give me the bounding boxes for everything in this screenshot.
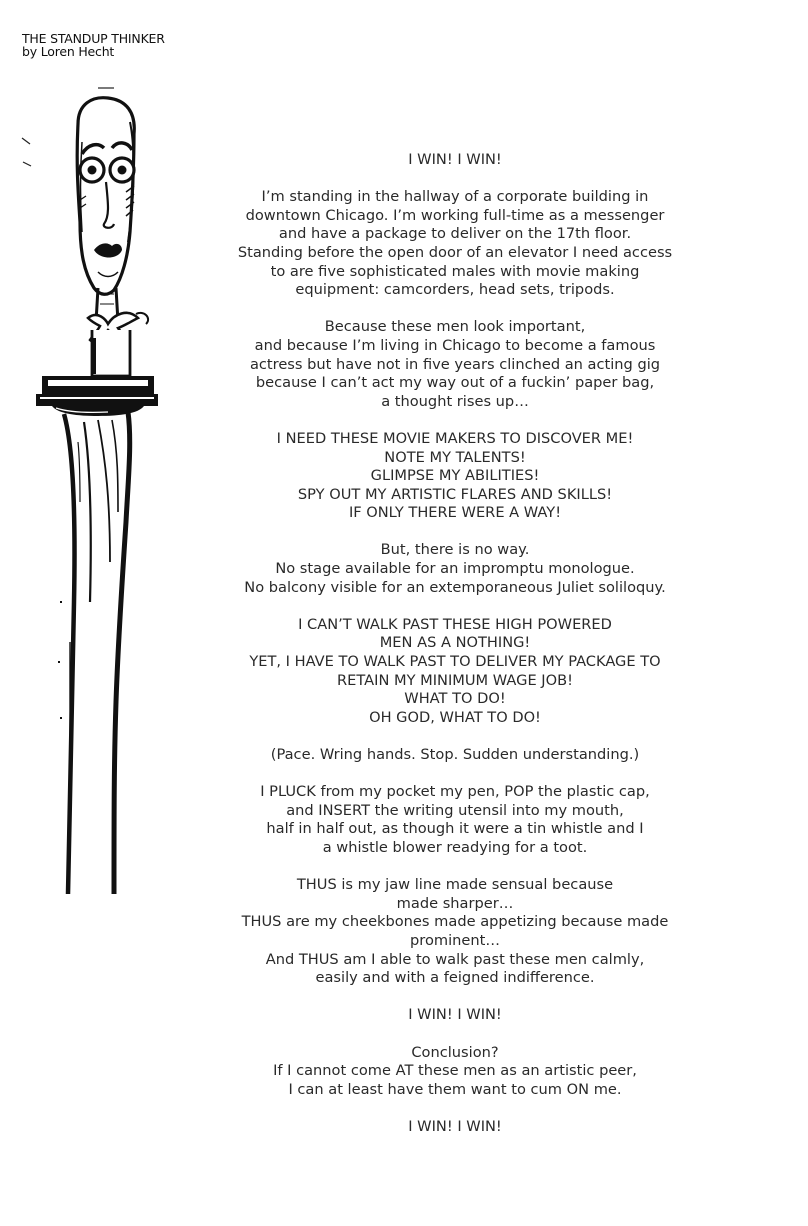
poem-line: I WIN! I WIN! — [408, 1006, 502, 1024]
poem-line: actress but have not in five years clinched an acting gig — [249, 355, 661, 373]
page-header — [22, 32, 165, 58]
poem-line: NOTE MY TALENTS! — [384, 448, 526, 466]
poem-line: I NEED THESE MOVIE MAKERS TO DISCOVER ME! — [276, 429, 634, 447]
poem-line: (Pace. Wring hands. Stop. Sudden understanding.) — [270, 746, 640, 763]
poem-line: YET, I HAVE TO WALK PAST TO DELIVER MY PACKAGE TO — [249, 653, 661, 671]
poem-stanza — [216, 188, 694, 300]
poem-line: prominent… — [410, 931, 500, 949]
document-title: THE STANDUP THINKER — [22, 31, 165, 46]
poem-line: RETAIN MY MINIMUM WAGE JOB! — [337, 671, 573, 689]
poem-line: and have a package to deliver on the 17th floor. — [278, 225, 632, 243]
poem-line: WHAT TO DO! — [404, 690, 506, 708]
poem-stanza — [216, 151, 694, 170]
poem-line: THUS is my jaw line made sensual because — [296, 876, 614, 894]
poem-line: Conclusion? — [411, 1043, 499, 1061]
poem-line: SPY OUT MY ARTISTIC FLARES AND SKILLS! — [297, 485, 613, 503]
poem-line: Because these men look important, — [324, 318, 586, 336]
poem-line: and because I’m living in Chicago to become a famous — [254, 336, 656, 354]
poem-line: and INSERT the writing utensil into my mouth, — [286, 801, 624, 819]
poem-line: I PLUCK from my pocket my pen, POP the plastic cap, — [260, 783, 650, 801]
poem-stanza — [216, 616, 694, 728]
poem-line: downtown Chicago. I’m working full-time as a messenger — [245, 206, 665, 224]
poem-line: a whistle blower readying for a toot. — [322, 838, 588, 856]
poem-stanza — [216, 783, 694, 857]
poem-line: THUS are my cheekbones made appetizing because made — [241, 913, 669, 931]
poem-line: because I can’t act my way out of a fuckin’ paper bag, — [255, 374, 655, 392]
poem-line: I WIN! I WIN! — [408, 151, 502, 168]
poem-stanza — [216, 318, 694, 411]
poem-line: to are five sophisticated males with movie making — [270, 262, 640, 280]
poem-stanza — [216, 1006, 694, 1025]
author-byline: by Loren Hecht — [22, 44, 115, 59]
standing-thinker-figure-icon — [18, 82, 163, 902]
poem-line: GLIMPSE MY ABILITIES! — [370, 467, 540, 485]
poem-line: Standing before the open door of an elevator I need access — [237, 243, 673, 261]
poem-line: MEN AS A NOTHING! — [379, 634, 531, 652]
poem-line: equipment: camcorders, head sets, tripods. — [295, 281, 615, 299]
poem-line: easily and with a feigned indifference. — [315, 969, 595, 987]
poem-line: No balcony visible for an extemporaneous Juliet soliloquy. — [244, 578, 666, 596]
poem-stanza — [216, 746, 694, 765]
poem-stanza — [216, 430, 694, 523]
poem-line: But, there is no way. — [380, 541, 530, 559]
poem-body — [216, 151, 694, 1136]
poem-stanza — [216, 876, 694, 988]
poem-line: I can at least have them want to cum ON me. — [288, 1080, 622, 1098]
poem-line: made sharper… — [396, 894, 514, 912]
poem-line: IF ONLY THERE WERE A WAY! — [348, 504, 562, 522]
poem-stanza — [216, 541, 694, 597]
poem-line: half in half out, as though it were a tin whistle and I — [266, 820, 644, 838]
poem-line: If I cannot come AT these men as an artistic peer, — [273, 1062, 637, 1080]
poem-line: No stage available for an impromptu monologue. — [275, 560, 635, 578]
poem-stanza — [216, 1118, 694, 1137]
poem-line: And THUS am I able to walk past these men calmly, — [265, 950, 645, 968]
poem-line: I’m standing in the hallway of a corporate building in — [261, 188, 649, 206]
poem-line: I CAN’T WALK PAST THESE HIGH POWERED — [298, 615, 612, 633]
poem-line: OH GOD, WHAT TO DO! — [369, 708, 541, 726]
poem-line: I WIN! I WIN! — [408, 1117, 502, 1135]
poem-line: a thought rises up… — [381, 392, 529, 410]
poem-stanza — [216, 1044, 694, 1100]
